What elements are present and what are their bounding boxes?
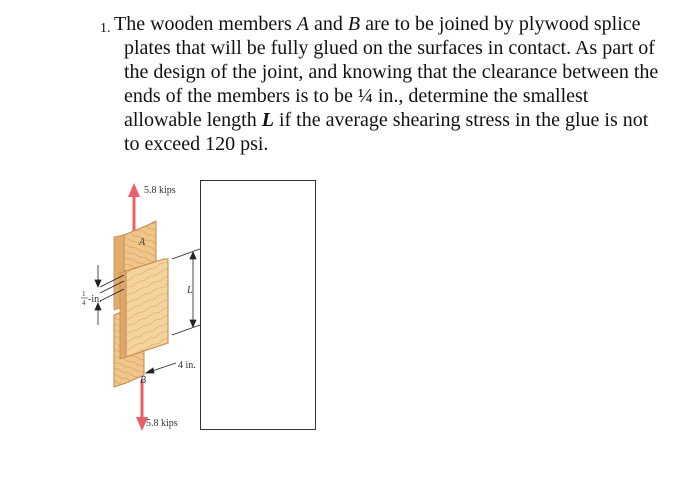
problem-statement bbox=[100, 12, 660, 156]
problem-text bbox=[114, 12, 660, 156]
member-a-symbol: A bbox=[296, 13, 309, 35]
splice-plate bbox=[126, 259, 168, 357]
top-force-label: 5.8 kips bbox=[144, 185, 176, 196]
clearance-unit: -in. bbox=[88, 294, 102, 305]
top-force-arrow bbox=[128, 183, 140, 235]
clearance-numerator: 1 bbox=[82, 290, 86, 298]
member-b-label: B bbox=[140, 375, 147, 386]
problem-number: 1. bbox=[100, 21, 111, 36]
clearance-denominator: 4 bbox=[82, 299, 86, 307]
blank-answer-box bbox=[200, 180, 316, 430]
length-label: L bbox=[187, 285, 193, 296]
problem-text-part1: The wooden members bbox=[114, 13, 297, 35]
problem-text-part4: if the average shearing stress in the glue is not to exceed 120 psi. bbox=[124, 109, 649, 155]
problem-text-part2: and bbox=[308, 13, 348, 35]
length-dimension bbox=[172, 249, 200, 335]
width-label: 4 in. bbox=[178, 360, 196, 371]
member-b-symbol: B bbox=[347, 13, 361, 35]
member-a-label: A bbox=[139, 237, 146, 248]
length-symbol: L bbox=[261, 109, 274, 131]
width-dimension bbox=[146, 363, 176, 373]
bottom-force-label: 5.8 kips bbox=[146, 418, 178, 429]
problem-text-part3: are to be joined by plywood splice plates that will be fully glued on the surfaces in contact. As part of the design of the joint, and knowing that the clearance between the ends of the members is to be ¼ in., determine the smallest allowable length bbox=[124, 13, 659, 131]
